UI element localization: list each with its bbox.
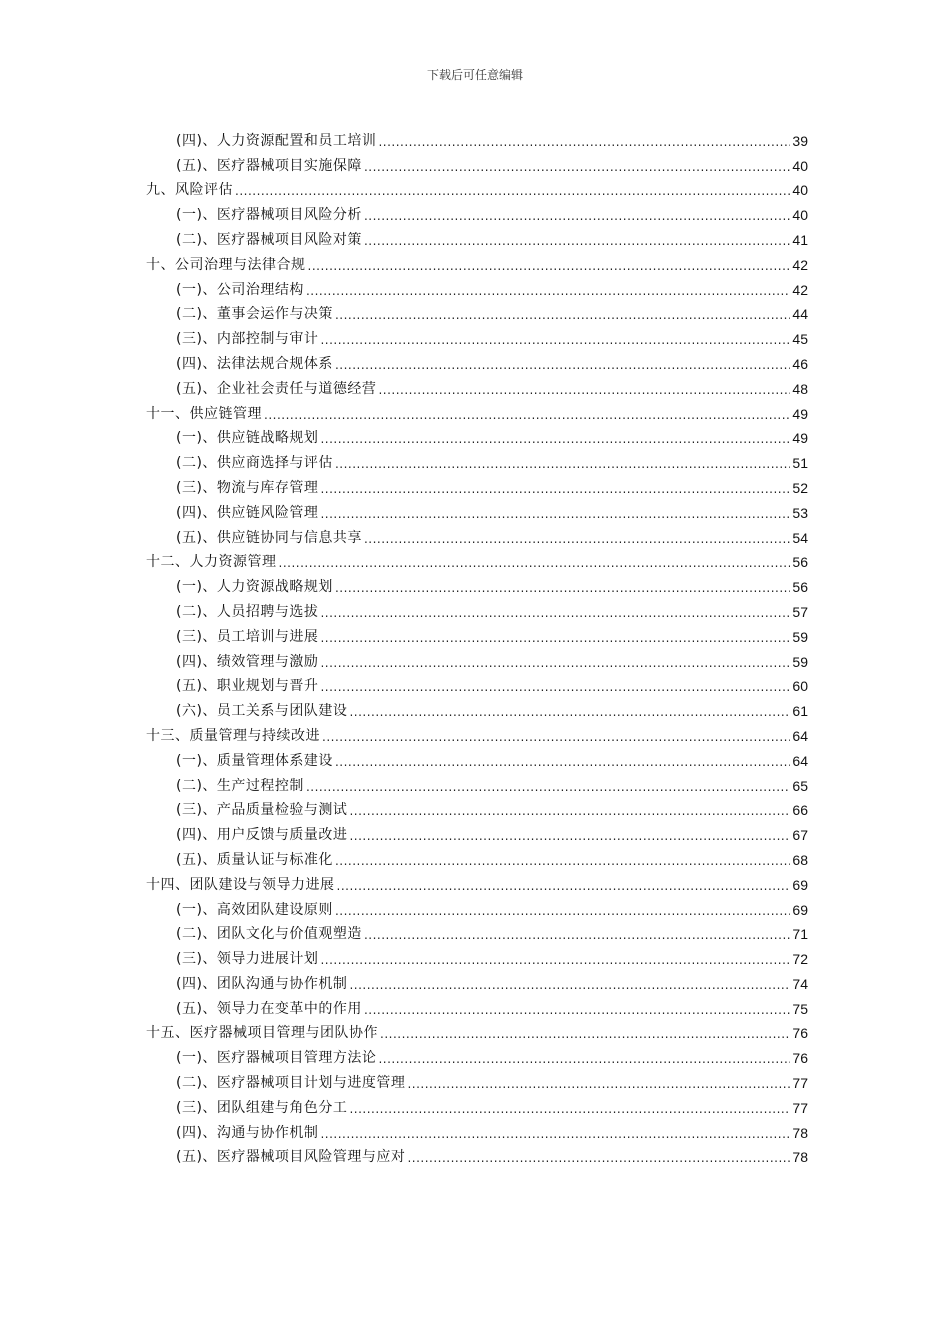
toc-entry-label: (三)、产品质量检验与测试 [176,802,348,819]
toc-entry-page-number: 59 [792,653,808,670]
toc-dot-leader [306,282,790,300]
toc-dot-leader [380,1025,790,1043]
toc-entry-label: (一)、人力资源战略规划 [176,579,333,596]
toc-entry-page-number: 66 [792,802,808,819]
toc-entry-label: 十四、团队建设与领导力进展 [146,876,335,893]
toc-dot-leader [320,331,790,349]
toc-dot-leader [235,182,790,200]
toc-entry-label: (六)、员工关系与团队建设 [176,703,348,720]
toc-dot-leader [364,232,790,250]
toc-dot-leader [322,728,790,746]
toc-entry-label: (二)、人员招聘与选拔 [176,603,319,620]
toc-entry-page-number: 56 [792,554,808,571]
toc-entry-label: (四)、绩效管理与激励 [176,653,319,670]
toc-entry-label: (一)、医疗器械项目风险分析 [176,207,362,224]
toc-entry-label: (二)、供应商选择与评估 [176,455,333,472]
toc-entry-label: (五)、职业规划与晋升 [176,678,319,695]
toc-dot-leader [349,703,790,721]
toc-entry-page-number: 39 [792,132,808,149]
toc-entry-page-number: 65 [792,777,808,794]
toc-entry-label: 十五、医疗器械项目管理与团队协作 [146,1025,378,1042]
toc-entry[interactable] [146,895,808,920]
toc-entry-page-number: 40 [792,182,808,199]
toc-entry[interactable] [146,498,808,523]
toc-entry-page-number: 45 [792,331,808,348]
toc-entry-label: 十一、供应链管理 [146,405,262,422]
toc-dot-leader [320,430,790,448]
toc-entry-page-number: 64 [792,727,808,744]
toc-dot-leader [364,158,790,176]
toc-entry-label: (五)、供应链协同与信息共享 [176,529,362,546]
toc-entry-page-number: 77 [792,1099,808,1116]
toc-dot-leader [378,1050,790,1068]
toc-dot-leader [364,207,790,225]
toc-dot-leader [335,579,790,597]
toc-entry-label: (四)、供应链风险管理 [176,504,319,521]
toc-entry-label: (五)、领导力在变革中的作用 [176,1000,362,1017]
toc-entry-label: 十二、人力资源管理 [146,554,277,571]
toc-entry-page-number: 46 [792,355,808,372]
table-of-contents [146,126,808,1167]
toc-entry-label: (一)、供应链战略规划 [176,430,319,447]
toc-entry[interactable] [146,969,808,994]
toc-entry-label: (一)、高效团队建设原则 [176,901,333,918]
toc-entry-page-number: 61 [792,703,808,720]
toc-entry-label: 九、风险评估 [146,182,233,199]
toc-entry[interactable] [146,1043,808,1068]
toc-entry[interactable] [146,275,808,300]
toc-entry-label: (三)、内部控制与审计 [176,331,319,348]
toc-dot-leader [378,133,790,151]
toc-dot-leader [306,778,790,796]
toc-entry-page-number: 52 [792,479,808,496]
toc-entry[interactable] [146,200,808,225]
toc-entry[interactable] [146,845,808,870]
toc-entry-page-number: 40 [792,157,808,174]
toc-entry[interactable] [146,820,808,845]
toc-entry-page-number: 56 [792,579,808,596]
toc-entry-label: (四)、人力资源配置和员工培训 [176,132,377,149]
toc-dot-leader [335,852,790,870]
toc-entry[interactable] [146,622,808,647]
toc-entry[interactable] [146,424,808,449]
toc-dot-leader [320,629,790,647]
toc-dot-leader [279,554,791,572]
toc-entry-page-number: 49 [792,430,808,447]
toc-dot-leader [320,505,790,523]
toc-entry-label: (二)、董事会运作与决策 [176,306,333,323]
toc-entry[interactable] [146,1068,808,1093]
toc-entry[interactable] [146,151,808,176]
toc-dot-leader [335,753,790,771]
toc-entry-page-number: 40 [792,207,808,224]
toc-entry-label: (一)、公司治理结构 [176,281,304,298]
toc-entry-label: (四)、用户反馈与质量改进 [176,827,348,844]
page-header: 下载后可任意编辑 [426,68,523,82]
toc-entry[interactable] [146,250,808,275]
toc-entry[interactable] [146,126,808,151]
toc-entry[interactable] [146,994,808,1019]
toc-entry[interactable] [146,300,808,325]
toc-entry-page-number: 76 [792,1025,808,1042]
toc-entry-label: (二)、医疗器械项目计划与进度管理 [176,1075,406,1092]
toc-dot-leader [335,306,790,324]
toc-entry[interactable] [146,944,808,969]
toc-entry-page-number: 69 [792,876,808,893]
toc-entry-label: (五)、质量认证与标准化 [176,851,333,868]
toc-entry-page-number: 41 [792,231,808,248]
toc-entry-label: (三)、领导力进展计划 [176,951,319,968]
toc-entry-page-number: 59 [792,628,808,645]
toc-entry[interactable] [146,721,808,746]
toc-dot-leader [320,604,790,622]
toc-entry-label: (四)、法律法规合规体系 [176,355,333,372]
toc-entry-page-number: 76 [792,1050,808,1067]
toc-entry-label: (四)、沟通与协作机制 [176,1124,319,1141]
toc-dot-leader [337,877,791,895]
toc-entry-page-number: 42 [792,281,808,298]
toc-entry-label: (三)、物流与库存管理 [176,479,319,496]
toc-entry[interactable] [146,225,808,250]
toc-entry-page-number: 72 [792,951,808,968]
toc-dot-leader [349,827,790,845]
toc-entry[interactable] [146,870,808,895]
toc-entry-page-number: 44 [792,306,808,323]
toc-dot-leader [320,951,790,969]
toc-entry[interactable] [146,696,808,721]
toc-entry[interactable] [146,1118,808,1143]
toc-entry-label: (二)、生产过程控制 [176,777,304,794]
toc-entry[interactable] [146,920,808,945]
toc-dot-leader [335,356,790,374]
toc-entry[interactable] [146,176,808,201]
toc-entry-page-number: 78 [792,1124,808,1141]
toc-entry[interactable] [146,448,808,473]
toc-dot-leader [320,480,790,498]
toc-entry-page-number: 74 [792,975,808,992]
toc-entry[interactable] [146,473,808,498]
toc-dot-leader [364,1001,790,1019]
toc-entry-page-number: 77 [792,1075,808,1092]
toc-dot-leader [407,1075,790,1093]
toc-entry-label: (五)、企业社会责任与道德经营 [176,380,377,397]
toc-entry[interactable] [146,324,808,349]
toc-entry-page-number: 68 [792,851,808,868]
toc-entry-page-number: 51 [792,455,808,472]
toc-entry-page-number: 78 [792,1149,808,1166]
toc-entry[interactable] [146,796,808,821]
toc-entry[interactable] [146,672,808,697]
toc-entry[interactable] [146,597,808,622]
toc-entry[interactable] [146,647,808,672]
toc-entry-label: (一)、医疗器械项目管理方法论 [176,1050,377,1067]
toc-entry-page-number: 49 [792,405,808,422]
toc-entry-page-number: 75 [792,1000,808,1017]
toc-entry[interactable] [146,1019,808,1044]
toc-entry-page-number: 53 [792,504,808,521]
toc-dot-leader [349,802,790,820]
toc-dot-leader [335,902,790,920]
toc-entry-page-number: 71 [792,926,808,943]
toc-entry-page-number: 54 [792,529,808,546]
toc-entry[interactable] [146,548,808,573]
toc-entry-page-number: 57 [792,603,808,620]
toc-entry-label: 十三、质量管理与持续改进 [146,727,320,744]
toc-entry-label: (三)、员工培训与进展 [176,628,319,645]
toc-dot-leader [364,926,790,944]
toc-dot-leader [349,976,790,994]
toc-entry-page-number: 69 [792,901,808,918]
toc-entry-page-number: 67 [792,827,808,844]
toc-dot-leader [364,530,790,548]
toc-entry-label: (四)、团队沟通与协作机制 [176,975,348,992]
toc-entry-label: (二)、团队文化与价值观塑造 [176,926,362,943]
toc-entry[interactable] [146,771,808,796]
toc-entry-label: (二)、医疗器械项目风险对策 [176,231,362,248]
toc-dot-leader [378,381,790,399]
toc-entry-label: (一)、质量管理体系建设 [176,752,333,769]
toc-entry[interactable] [146,399,808,424]
toc-entry[interactable] [146,572,808,597]
toc-entry-label: (三)、团队组建与角色分工 [176,1099,348,1116]
toc-entry-page-number: 48 [792,380,808,397]
toc-entry-page-number: 64 [792,752,808,769]
toc-entry-label: (五)、医疗器械项目风险管理与应对 [176,1149,406,1166]
toc-entry-label: 十、公司治理与法律合规 [146,256,306,273]
toc-entry[interactable] [146,523,808,548]
toc-dot-leader [407,1149,790,1167]
toc-entry[interactable] [146,746,808,771]
toc-dot-leader [308,257,791,275]
toc-dot-leader [335,455,790,473]
toc-entry[interactable] [146,1143,808,1168]
toc-dot-leader [264,406,790,424]
toc-dot-leader [320,654,790,672]
toc-entry-page-number: 60 [792,678,808,695]
toc-entry[interactable] [146,349,808,374]
toc-entry[interactable] [146,1093,808,1118]
toc-dot-leader [320,1125,790,1143]
toc-dot-leader [349,1100,790,1118]
toc-entry-page-number: 42 [792,256,808,273]
toc-dot-leader [320,678,790,696]
toc-entry-label: (五)、医疗器械项目实施保障 [176,157,362,174]
toc-entry[interactable] [146,374,808,399]
